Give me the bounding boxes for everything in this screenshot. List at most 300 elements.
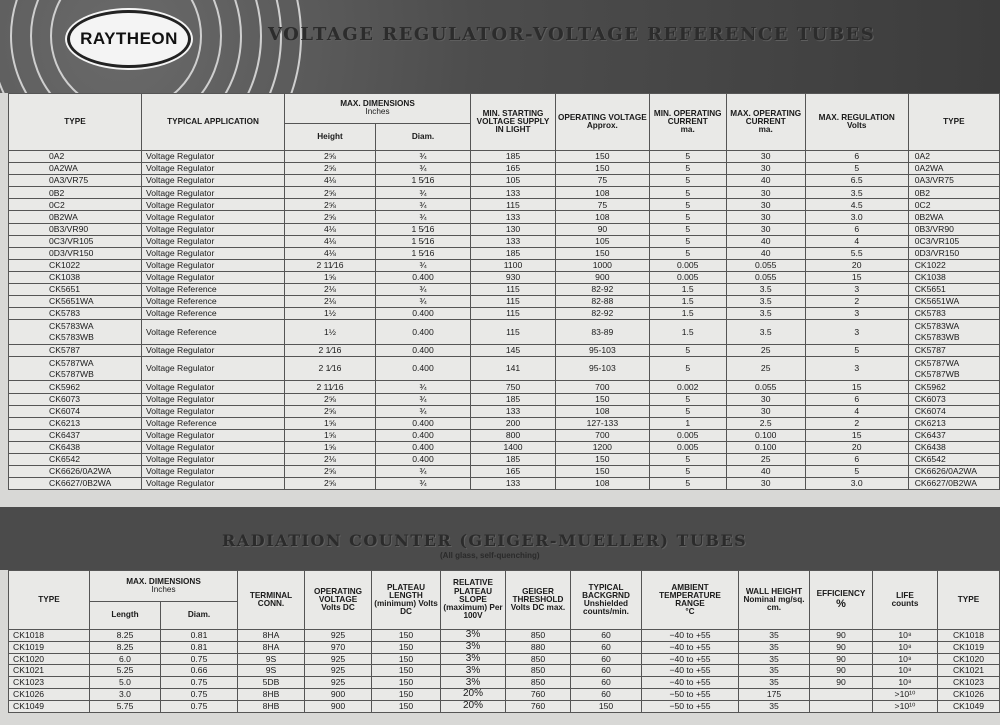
- col-gm-plateau: PLATEAU LENGTH (minimum) Volts DC: [372, 571, 441, 630]
- cell-max-current: 30: [726, 163, 805, 175]
- cell-operating-voltage: 82-88: [556, 296, 650, 308]
- cell-type-right: CK6073: [908, 393, 999, 405]
- col-type-right: TYPE: [908, 94, 999, 151]
- cell-diam: 0.400: [376, 429, 471, 441]
- cell-wall: 35: [739, 665, 810, 677]
- cell-diam: 0.400: [376, 441, 471, 453]
- cell-application: Voltage Regulator: [142, 211, 285, 223]
- cell-application: Voltage Regulator: [142, 247, 285, 259]
- cell-min-current: 0.005: [649, 271, 726, 283]
- col-max-regulation: MAX. REGULATION Volts: [805, 94, 908, 151]
- cell-max-current: 3.5: [726, 296, 805, 308]
- cell-max-current: 30: [726, 199, 805, 211]
- cell-type: CK6213: [9, 417, 142, 429]
- cell-type-right: 0C3/VR105: [908, 235, 999, 247]
- cell-type: [9, 356, 142, 381]
- col-gm-diam: Diam.: [161, 601, 238, 629]
- cell-max-current: 25: [726, 356, 805, 381]
- table-row: [9, 175, 1000, 187]
- cell-max-regulation: 3: [805, 284, 908, 296]
- cell-diam: 0.75: [161, 688, 238, 700]
- cell-max-regulation: 6.5: [805, 175, 908, 187]
- cell-min-current: 1.5: [649, 308, 726, 320]
- col-max-current: MAX. OPERATING CURRENT ma.: [726, 94, 805, 151]
- table-row: [9, 356, 1000, 381]
- cell-type-right-line2: CK5783WB: [914, 332, 960, 343]
- cell-max-regulation: 3.0: [805, 211, 908, 223]
- cell-diam: 0.75: [161, 700, 238, 712]
- cell-type-right: 0D3/VR150: [908, 247, 999, 259]
- cell-type: CK6438: [9, 441, 142, 453]
- cell-max-regulation: 5: [805, 466, 908, 478]
- cell-wall: 35: [739, 700, 810, 712]
- cell-type: 0B2WA: [9, 211, 142, 223]
- cell-max-current: 3.5: [726, 320, 805, 345]
- cell-wall: 35: [739, 630, 810, 642]
- cell-diam: 0.75: [161, 653, 238, 665]
- cell-diam: ¾: [376, 478, 471, 490]
- cell-type-right: 0B3/VR90: [908, 223, 999, 235]
- table-row: [9, 393, 1000, 405]
- cell-operating-voltage: 925: [305, 677, 372, 689]
- table-row: [9, 235, 1000, 247]
- cell-type-right: CK1018: [938, 630, 1000, 642]
- col-min-current: MIN. OPERATING CURRENT ma.: [649, 94, 726, 151]
- cell-operating-voltage: 1200: [556, 441, 650, 453]
- cell-type-right: CK5962: [908, 381, 999, 393]
- cell-min-current: 0.002: [649, 381, 726, 393]
- cell-min-current: 5: [649, 393, 726, 405]
- table-row: [9, 211, 1000, 223]
- cell-wall: 35: [739, 653, 810, 665]
- cell-application: Voltage Reference: [142, 296, 285, 308]
- cell-max-current: 0.055: [726, 381, 805, 393]
- cell-height: 2⅝: [285, 211, 376, 223]
- cell-application: Voltage Reference: [142, 284, 285, 296]
- cell-type: CK6073: [9, 393, 142, 405]
- cell-plateau: 150: [372, 688, 441, 700]
- cell-operating-voltage: 700: [556, 381, 650, 393]
- cell-life: 10⁸: [873, 653, 938, 665]
- cell-starting-voltage: 800: [471, 429, 556, 441]
- cell-max-regulation: 3: [805, 308, 908, 320]
- cell-min-current: 5: [649, 223, 726, 235]
- col-gm-op-voltage: OPERATING VOLTAGE Volts DC: [305, 571, 372, 630]
- cell-starting-voltage: 750: [471, 381, 556, 393]
- cell-application: Voltage Regulator: [142, 405, 285, 417]
- cell-operating-voltage: 900: [556, 271, 650, 283]
- cell-life: 10⁸: [873, 630, 938, 642]
- cell-min-current: 1.5: [649, 296, 726, 308]
- cell-threshold: 760: [506, 688, 571, 700]
- cell-application: Voltage Regulator: [142, 199, 285, 211]
- header-band: [0, 0, 1000, 93]
- cell-height: 2⅝: [285, 199, 376, 211]
- cell-threshold: 760: [506, 700, 571, 712]
- cell-slope: 20%: [441, 688, 506, 700]
- cell-threshold: 880: [506, 641, 571, 653]
- cell-operating-voltage: 82-92: [556, 284, 650, 296]
- cell-type: 0C2: [9, 199, 142, 211]
- cell-diam: 0.400: [376, 320, 471, 345]
- cell-type-right: [908, 356, 999, 381]
- table-row: [9, 247, 1000, 259]
- cell-max-regulation: 6: [805, 223, 908, 235]
- cell-application: Voltage Regulator: [142, 163, 285, 175]
- col-height: Height: [285, 123, 376, 150]
- table-row: [9, 308, 1000, 320]
- table-row: [9, 429, 1000, 441]
- cell-life: >10¹⁰: [873, 688, 938, 700]
- cell-diam: ¾: [376, 393, 471, 405]
- cell-type-right: 0B2: [908, 187, 999, 199]
- cell-operating-voltage: 75: [556, 199, 650, 211]
- cell-operating-voltage: 700: [556, 429, 650, 441]
- cell-type: CK1021: [9, 665, 90, 677]
- cell-height: 2 11⁄16: [285, 381, 376, 393]
- cell-efficiency: 90: [810, 653, 873, 665]
- cell-operating-voltage: 108: [556, 211, 650, 223]
- cell-application: Voltage Regulator: [142, 271, 285, 283]
- cell-type: CK1026: [9, 688, 90, 700]
- cell-operating-voltage: 108: [556, 187, 650, 199]
- cell-min-current: 5: [649, 405, 726, 417]
- cell-max-regulation: 20: [805, 441, 908, 453]
- cell-operating-voltage: 90: [556, 223, 650, 235]
- cell-slope: 20%: [441, 700, 506, 712]
- table-row: [9, 271, 1000, 283]
- cell-type: CK1038: [9, 271, 142, 283]
- cell-max-regulation: 20: [805, 259, 908, 271]
- cell-max-current: 30: [726, 393, 805, 405]
- cell-diam: ¾: [376, 151, 471, 163]
- cell-diam: 0.400: [376, 344, 471, 356]
- table-row: [9, 653, 1000, 665]
- cell-starting-voltage: 141: [471, 356, 556, 381]
- cell-starting-voltage: 133: [471, 211, 556, 223]
- cell-threshold: 850: [506, 677, 571, 689]
- table-row: [9, 453, 1000, 465]
- cell-terminal: 9S: [238, 653, 305, 665]
- cell-max-current: 40: [726, 247, 805, 259]
- col-gm-wall: WALL HEIGHT Nominal mg/sq. cm.: [739, 571, 810, 630]
- cell-type-right: 0B2WA: [908, 211, 999, 223]
- cell-efficiency: [810, 700, 873, 712]
- cell-type-line1: CK5783WA: [49, 321, 94, 332]
- cell-type-line1: CK5787WA: [49, 358, 94, 369]
- cell-starting-voltage: 165: [471, 163, 556, 175]
- cell-height: 2⅝: [285, 405, 376, 417]
- col-operating-voltage: OPERATING VOLTAGE Approx.: [556, 94, 650, 151]
- cell-type: 0D3/VR150: [9, 247, 142, 259]
- cell-type-right: CK1022: [908, 259, 999, 271]
- cell-diam: 0.81: [161, 630, 238, 642]
- cell-diam: 0.81: [161, 641, 238, 653]
- cell-terminal: 8HB: [238, 700, 305, 712]
- cell-min-current: 0.005: [649, 441, 726, 453]
- table-row: [9, 163, 1000, 175]
- cell-length: 5.75: [90, 700, 161, 712]
- cell-type-right: CK6074: [908, 405, 999, 417]
- cell-starting-voltage: 185: [471, 151, 556, 163]
- col-gm-background: TYPICAL BACKGRND Unshielded counts/min.: [571, 571, 642, 630]
- cell-min-current: 1: [649, 417, 726, 429]
- cell-min-current: 5: [649, 466, 726, 478]
- cell-length: 8.25: [90, 641, 161, 653]
- cell-type: 0B3/VR90: [9, 223, 142, 235]
- cell-type-right: CK5651WA: [908, 296, 999, 308]
- cell-max-current: 0.100: [726, 429, 805, 441]
- cell-height: 2⅝: [285, 151, 376, 163]
- cell-height: 2⅛: [285, 453, 376, 465]
- cell-type: CK5783: [9, 308, 142, 320]
- cell-type-right: CK1020: [938, 653, 1000, 665]
- cell-operating-voltage: 900: [305, 700, 372, 712]
- col-gm-max-dimensions: MAX. DIMENSIONS Inches: [90, 571, 238, 602]
- cell-operating-voltage: 1000: [556, 259, 650, 271]
- cell-height: 1⅝: [285, 271, 376, 283]
- section2-subtitle: (All glass, self-quenching): [440, 551, 540, 560]
- cell-diam: ¾: [376, 466, 471, 478]
- cell-terminal: 5DB: [238, 677, 305, 689]
- cell-type-right: CK5651: [908, 284, 999, 296]
- cell-application: Voltage Regulator: [142, 478, 285, 490]
- cell-starting-voltage: 185: [471, 453, 556, 465]
- table-row: [9, 688, 1000, 700]
- cell-terminal: 8HA: [238, 641, 305, 653]
- table-row: [9, 405, 1000, 417]
- cell-application: Voltage Regulator: [142, 344, 285, 356]
- cell-height: 4⅛: [285, 175, 376, 187]
- cell-wall: 35: [739, 677, 810, 689]
- cell-max-regulation: 4: [805, 235, 908, 247]
- cell-threshold: 850: [506, 630, 571, 642]
- cell-starting-voltage: 133: [471, 187, 556, 199]
- cell-max-regulation: 5: [805, 344, 908, 356]
- cell-diam: ¾: [376, 211, 471, 223]
- cell-wall: 175: [739, 688, 810, 700]
- cell-height: 4⅛: [285, 235, 376, 247]
- cell-operating-voltage: 150: [556, 151, 650, 163]
- table-row: [9, 381, 1000, 393]
- cell-operating-voltage: 970: [305, 641, 372, 653]
- cell-ambient: −40 to +55: [642, 641, 739, 653]
- cell-type: 0A2WA: [9, 163, 142, 175]
- cell-background: 60: [571, 677, 642, 689]
- cell-plateau: 150: [372, 677, 441, 689]
- cell-ambient: −40 to +55: [642, 677, 739, 689]
- cell-starting-voltage: 1400: [471, 441, 556, 453]
- section2-band: [0, 507, 1000, 570]
- cell-diam: 0.400: [376, 453, 471, 465]
- cell-slope: 3%: [441, 677, 506, 689]
- cell-diam: ¾: [376, 405, 471, 417]
- cell-height: 2⅛: [285, 296, 376, 308]
- col-gm-terminal: TERMINAL CONN.: [238, 571, 305, 630]
- table-row: [9, 700, 1000, 712]
- cell-type: 0B2: [9, 187, 142, 199]
- cell-type-right: CK6542: [908, 453, 999, 465]
- cell-type-line2: CK5787WB: [49, 368, 94, 379]
- cell-type: CK1022: [9, 259, 142, 271]
- cell-length: 3.0: [90, 688, 161, 700]
- cell-type-right: 0A3/VR75: [908, 175, 999, 187]
- cell-min-current: 5: [649, 187, 726, 199]
- cell-type: CK1018: [9, 630, 90, 642]
- cell-min-current: 1.5: [649, 320, 726, 345]
- cell-type: 0A3/VR75: [9, 175, 142, 187]
- cell-diam: ¾: [376, 296, 471, 308]
- cell-min-current: 5: [649, 151, 726, 163]
- table-row: [9, 187, 1000, 199]
- cell-height: 2⅝: [285, 466, 376, 478]
- cell-terminal: 8HA: [238, 630, 305, 642]
- cell-ambient: −40 to +55: [642, 653, 739, 665]
- cell-height: 2⅝: [285, 163, 376, 175]
- cell-diam: ¾: [376, 187, 471, 199]
- cell-starting-voltage: 115: [471, 296, 556, 308]
- cell-diam: 0.66: [161, 665, 238, 677]
- cell-application: Voltage Reference: [142, 417, 285, 429]
- cell-operating-voltage: 925: [305, 653, 372, 665]
- cell-application: Voltage Regulator: [142, 223, 285, 235]
- cell-type: CK1019: [9, 641, 90, 653]
- cell-min-current: 5: [649, 247, 726, 259]
- cell-min-current: 5: [649, 344, 726, 356]
- radiation-counter-table: [8, 570, 1000, 713]
- cell-type-right: CK1019: [938, 641, 1000, 653]
- cell-background: 60: [571, 630, 642, 642]
- col-gm-slope: RELATIVE PLATEAU SLOPE (maximum) Per 100V: [441, 571, 506, 630]
- cell-type: CK5787: [9, 344, 142, 356]
- cell-min-current: 1.5: [649, 284, 726, 296]
- cell-type: CK1049: [9, 700, 90, 712]
- cell-max-current: 0.100: [726, 441, 805, 453]
- cell-terminal: 8HB: [238, 688, 305, 700]
- cell-starting-voltage: 115: [471, 284, 556, 296]
- cell-type-right: 0A2WA: [908, 163, 999, 175]
- cell-operating-voltage: 900: [305, 688, 372, 700]
- cell-application: Voltage Regulator: [142, 393, 285, 405]
- cell-ambient: −40 to +55: [642, 630, 739, 642]
- cell-length: 5.0: [90, 677, 161, 689]
- cell-efficiency: 90: [810, 641, 873, 653]
- cell-type: CK6074: [9, 405, 142, 417]
- cell-min-current: 5: [649, 175, 726, 187]
- cell-max-current: 3.5: [726, 284, 805, 296]
- cell-max-regulation: 3: [805, 356, 908, 381]
- cell-height: 2 1⁄16: [285, 356, 376, 381]
- cell-application: Voltage Regulator: [142, 175, 285, 187]
- cell-diam: ¾: [376, 381, 471, 393]
- cell-operating-voltage: 95-103: [556, 356, 650, 381]
- cell-operating-voltage: 82-92: [556, 308, 650, 320]
- cell-max-current: 3.5: [726, 308, 805, 320]
- cell-operating-voltage: 150: [556, 453, 650, 465]
- cell-type-right: 0A2: [908, 151, 999, 163]
- cell-operating-voltage: 150: [556, 393, 650, 405]
- cell-type-right-line1: CK5787WA: [914, 358, 960, 369]
- cell-starting-voltage: 115: [471, 320, 556, 345]
- cell-max-current: 0.055: [726, 271, 805, 283]
- cell-min-current: 0.005: [649, 259, 726, 271]
- cell-operating-voltage: 150: [556, 247, 650, 259]
- cell-type-right: CK5783: [908, 308, 999, 320]
- table-row: [9, 641, 1000, 653]
- cell-height: 2⅝: [285, 393, 376, 405]
- cell-height: 2 1⁄16: [285, 344, 376, 356]
- cell-operating-voltage: 83-89: [556, 320, 650, 345]
- table-row: [9, 199, 1000, 211]
- cell-ambient: −40 to +55: [642, 665, 739, 677]
- cell-application: Voltage Reference: [142, 308, 285, 320]
- cell-life: 10⁸: [873, 677, 938, 689]
- cell-background: 60: [571, 653, 642, 665]
- section1-title: VOLTAGE REGULATOR-VOLTAGE REFERENCE TUBES: [268, 24, 876, 45]
- voltage-regulator-rows: [9, 151, 1000, 490]
- cell-max-current: 30: [726, 223, 805, 235]
- cell-height: 2⅝: [285, 187, 376, 199]
- cell-diam: 1 5⁄16: [376, 175, 471, 187]
- table-row: [9, 417, 1000, 429]
- cell-height: 4⅛: [285, 247, 376, 259]
- cell-length: 6.0: [90, 653, 161, 665]
- cell-operating-voltage: 75: [556, 175, 650, 187]
- cell-type: [9, 320, 142, 345]
- col-diam: Diam.: [376, 123, 471, 150]
- cell-max-regulation: 2: [805, 296, 908, 308]
- cell-max-current: 30: [726, 405, 805, 417]
- cell-height: 2 11⁄16: [285, 259, 376, 271]
- cell-max-regulation: 2: [805, 417, 908, 429]
- cell-ambient: −50 to +55: [642, 700, 739, 712]
- cell-type-right: CK5787: [908, 344, 999, 356]
- cell-life: 10⁸: [873, 665, 938, 677]
- cell-threshold: 850: [506, 665, 571, 677]
- cell-operating-voltage: 150: [556, 466, 650, 478]
- table-row: [9, 151, 1000, 163]
- cell-slope: 3%: [441, 665, 506, 677]
- cell-background: 60: [571, 665, 642, 677]
- cell-application: Voltage Regulator: [142, 453, 285, 465]
- cell-life: >10¹⁰: [873, 700, 938, 712]
- cell-efficiency: 90: [810, 677, 873, 689]
- cell-wall: 35: [739, 641, 810, 653]
- table-row: [9, 630, 1000, 642]
- cell-max-current: 25: [726, 453, 805, 465]
- cell-max-regulation: 6: [805, 151, 908, 163]
- cell-starting-voltage: 185: [471, 393, 556, 405]
- cell-application: Voltage Regulator: [142, 235, 285, 247]
- cell-type: CK5962: [9, 381, 142, 393]
- cell-operating-voltage: 105: [556, 235, 650, 247]
- col-gm-type-right: TYPE: [938, 571, 1000, 630]
- cell-type-line2: CK5783WB: [49, 332, 94, 343]
- cell-max-current: 25: [726, 344, 805, 356]
- cell-max-current: 40: [726, 175, 805, 187]
- cell-max-regulation: 15: [805, 381, 908, 393]
- table-row: [9, 259, 1000, 271]
- table-row: [9, 296, 1000, 308]
- cell-type-right: CK1038: [908, 271, 999, 283]
- cell-type-right: 0C2: [908, 199, 999, 211]
- cell-type-right: CK6213: [908, 417, 999, 429]
- cell-application: Voltage Regulator: [142, 259, 285, 271]
- cell-application: Voltage Regulator: [142, 151, 285, 163]
- col-gm-type: TYPE: [9, 571, 90, 630]
- cell-type-right: CK6627/0B2WA: [908, 478, 999, 490]
- cell-operating-voltage: 108: [556, 478, 650, 490]
